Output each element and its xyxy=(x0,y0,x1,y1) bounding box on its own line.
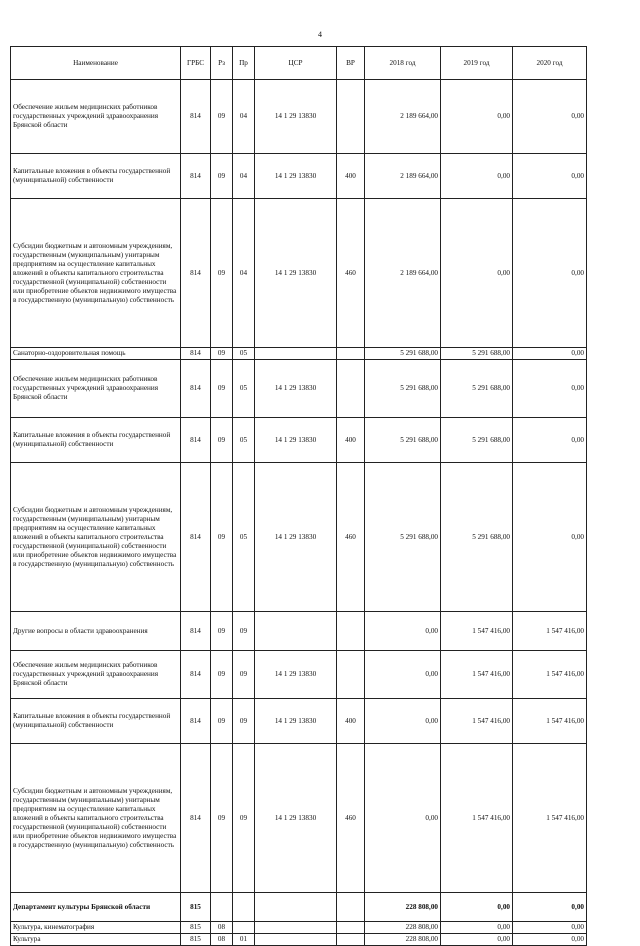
cell-y2020: 0,00 xyxy=(513,934,587,946)
table-row xyxy=(11,418,587,463)
cell-grbs: 814 xyxy=(181,80,211,154)
cell-rz: 09 xyxy=(211,418,233,463)
cell-csr: 14 1 29 13830 xyxy=(255,360,337,418)
cell-csr: 14 1 29 13830 xyxy=(255,418,337,463)
table-row xyxy=(11,348,587,360)
cell-vr: 460 xyxy=(337,463,365,612)
cell-y2018: 0,00 xyxy=(365,651,441,699)
cell-grbs: 814 xyxy=(181,612,211,651)
cell-vr: 460 xyxy=(337,744,365,893)
cell-y2019: 5 291 688,00 xyxy=(441,418,513,463)
cell-pr: 05 xyxy=(233,418,255,463)
cell-name: Другие вопросы в области здравоохранения xyxy=(11,612,181,651)
cell-csr: 14 1 29 13830 xyxy=(255,154,337,199)
cell-rz: 09 xyxy=(211,612,233,651)
cell-vr xyxy=(337,80,365,154)
cell-csr: 14 1 29 13830 xyxy=(255,699,337,744)
cell-name: Субсидии бюджетным и автономным учреждениям, государственным (мукиципальным) унитарным предприятиям на осуществление капитальных вложений в объекты капитального строительства государственной (муниципальной) собственности или приобретение объектов недвижимого имущества в государственную (муниципальную) собственность xyxy=(11,199,181,348)
cell-rz: 08 xyxy=(211,934,233,946)
table-row xyxy=(11,699,587,744)
cell-y2018: 0,00 xyxy=(365,744,441,893)
cell-name: Субсидии бюджетным и автономным учреждениям, государственным (муниципальным) унитарным предприятиям на осуществление капитальных вложений в объекты капитального строительства государственной (муниципальной) собственности или приобретение объектов недвижимого имущества в государственную (муниципальную) собственность xyxy=(11,463,181,612)
cell-y2019: 1 547 416,00 xyxy=(441,612,513,651)
cell-rz: 09 xyxy=(211,463,233,612)
col-header-vr: ВР xyxy=(337,47,365,80)
cell-grbs: 815 xyxy=(181,893,211,922)
table-row xyxy=(11,463,587,612)
cell-grbs: 814 xyxy=(181,418,211,463)
cell-csr: 14 1 29 13830 xyxy=(255,744,337,893)
cell-pr: 04 xyxy=(233,154,255,199)
cell-y2020: 0,00 xyxy=(513,154,587,199)
table-row xyxy=(11,360,587,418)
col-header-pr: Пр xyxy=(233,47,255,80)
cell-y2019: 0,00 xyxy=(441,922,513,934)
cell-vr: 460 xyxy=(337,199,365,348)
cell-y2020: 0,00 xyxy=(513,418,587,463)
cell-csr xyxy=(255,922,337,934)
cell-csr xyxy=(255,893,337,922)
cell-vr xyxy=(337,612,365,651)
cell-csr xyxy=(255,348,337,360)
cell-csr: 14 1 29 13830 xyxy=(255,80,337,154)
cell-name: Субсидии бюджетным и автономным учреждениям, государственным (муниципальным) унитарным предприятиям на осуществление капитальных вложений в объекты капитального строительства государственной (муниципальной) собственности или приобретение объектов недвижимого имущества в государственную (муниципальную) собственность xyxy=(11,744,181,893)
cell-y2018: 5 291 688,00 xyxy=(365,418,441,463)
cell-name: Санаторно-оздоровительная помощь xyxy=(11,348,181,360)
cell-pr: 05 xyxy=(233,463,255,612)
cell-y2020: 0,00 xyxy=(513,199,587,348)
cell-vr: 400 xyxy=(337,154,365,199)
cell-csr xyxy=(255,612,337,651)
cell-y2020: 0,00 xyxy=(513,80,587,154)
cell-name: Обеспечение жильем медицинских работников государственных учреждений здравоохранения Брянской области xyxy=(11,360,181,418)
cell-pr: 01 xyxy=(233,934,255,946)
cell-y2020: 0,00 xyxy=(513,893,587,922)
cell-y2020: 0,00 xyxy=(513,922,587,934)
col-header-rz: Рз xyxy=(211,47,233,80)
cell-grbs: 814 xyxy=(181,463,211,612)
cell-rz: 08 xyxy=(211,922,233,934)
cell-y2018: 2 189 664,00 xyxy=(365,80,441,154)
table-row xyxy=(11,922,587,934)
table-row xyxy=(11,199,587,348)
cell-vr xyxy=(337,348,365,360)
table-row xyxy=(11,154,587,199)
cell-y2020: 0,00 xyxy=(513,463,587,612)
cell-rz: 09 xyxy=(211,651,233,699)
cell-name: Культура, кинематография xyxy=(11,922,181,934)
cell-pr: 04 xyxy=(233,199,255,348)
cell-vr: 400 xyxy=(337,699,365,744)
col-header-name: Наименование xyxy=(11,47,181,80)
cell-grbs: 814 xyxy=(181,199,211,348)
cell-name: Капитальные вложения в объекты государственной (муниципальной) собственности xyxy=(11,418,181,463)
cell-y2019: 5 291 688,00 xyxy=(441,348,513,360)
cell-y2018: 5 291 688,00 xyxy=(365,463,441,612)
cell-name: Культура xyxy=(11,934,181,946)
cell-pr: 09 xyxy=(233,651,255,699)
cell-name: Департамент культуры Брянской области xyxy=(11,893,181,922)
cell-y2018: 5 291 688,00 xyxy=(365,348,441,360)
cell-vr: 400 xyxy=(337,418,365,463)
cell-vr xyxy=(337,893,365,922)
cell-y2020: 1 547 416,00 xyxy=(513,651,587,699)
cell-name: Капитальные вложения в объекты государственной (муниципальной) собственности xyxy=(11,699,181,744)
cell-y2019: 5 291 688,00 xyxy=(441,360,513,418)
cell-grbs: 814 xyxy=(181,360,211,418)
cell-y2020: 1 547 416,00 xyxy=(513,612,587,651)
cell-y2019: 0,00 xyxy=(441,80,513,154)
cell-rz xyxy=(211,893,233,922)
cell-y2019: 0,00 xyxy=(441,199,513,348)
cell-grbs: 814 xyxy=(181,154,211,199)
cell-y2019: 1 547 416,00 xyxy=(441,744,513,893)
cell-pr: 05 xyxy=(233,348,255,360)
cell-rz: 09 xyxy=(211,348,233,360)
cell-csr xyxy=(255,934,337,946)
cell-grbs: 814 xyxy=(181,744,211,893)
col-header-csr: ЦСР xyxy=(255,47,337,80)
cell-y2020: 1 547 416,00 xyxy=(513,699,587,744)
cell-y2018: 0,00 xyxy=(365,699,441,744)
cell-pr: 09 xyxy=(233,699,255,744)
cell-pr: 04 xyxy=(233,80,255,154)
cell-grbs: 815 xyxy=(181,922,211,934)
cell-vr xyxy=(337,934,365,946)
cell-y2019: 0,00 xyxy=(441,893,513,922)
cell-vr xyxy=(337,922,365,934)
cell-y2018: 5 291 688,00 xyxy=(365,360,441,418)
cell-name: Обеспечение жильем медицинских работников государственных учреждений здравоохранения Брянской области xyxy=(11,80,181,154)
col-header-2020: 2020 год xyxy=(513,47,587,80)
col-header-2019: 2019 год xyxy=(441,47,513,80)
table-row xyxy=(11,893,587,922)
table-row xyxy=(11,80,587,154)
cell-y2018: 228 808,00 xyxy=(365,934,441,946)
cell-pr: 09 xyxy=(233,612,255,651)
cell-grbs: 815 xyxy=(181,934,211,946)
cell-y2020: 0,00 xyxy=(513,360,587,418)
col-header-2018: 2018 год xyxy=(365,47,441,80)
cell-pr: 09 xyxy=(233,744,255,893)
cell-y2019: 0,00 xyxy=(441,154,513,199)
page-number: 4 xyxy=(318,30,322,39)
cell-pr xyxy=(233,922,255,934)
cell-y2019: 0,00 xyxy=(441,934,513,946)
cell-rz: 09 xyxy=(211,199,233,348)
cell-y2019: 5 291 688,00 xyxy=(441,463,513,612)
cell-csr: 14 1 29 13830 xyxy=(255,651,337,699)
cell-y2020: 1 547 416,00 xyxy=(513,744,587,893)
cell-y2019: 1 547 416,00 xyxy=(441,699,513,744)
cell-rz: 09 xyxy=(211,744,233,893)
cell-y2020: 0,00 xyxy=(513,348,587,360)
cell-y2018: 228 808,00 xyxy=(365,893,441,922)
table-row xyxy=(11,934,587,946)
cell-pr xyxy=(233,893,255,922)
cell-y2018: 0,00 xyxy=(365,612,441,651)
cell-name: Обеспечение жильем медицинских работников государственных учреждений здравоохранения Брянской области xyxy=(11,651,181,699)
col-header-grbs: ГРБС xyxy=(181,47,211,80)
cell-grbs: 814 xyxy=(181,348,211,360)
cell-y2018: 228 808,00 xyxy=(365,922,441,934)
cell-csr: 14 1 29 13830 xyxy=(255,463,337,612)
cell-vr xyxy=(337,360,365,418)
header-row xyxy=(11,47,587,80)
cell-vr xyxy=(337,651,365,699)
cell-rz: 09 xyxy=(211,699,233,744)
table-row xyxy=(11,612,587,651)
table-row xyxy=(11,744,587,893)
cell-rz: 09 xyxy=(211,80,233,154)
cell-y2018: 2 189 664,00 xyxy=(365,154,441,199)
cell-rz: 09 xyxy=(211,360,233,418)
cell-pr: 05 xyxy=(233,360,255,418)
budget-table xyxy=(10,46,587,946)
cell-grbs: 814 xyxy=(181,699,211,744)
cell-y2019: 1 547 416,00 xyxy=(441,651,513,699)
cell-csr: 14 1 29 13830 xyxy=(255,199,337,348)
table-row xyxy=(11,651,587,699)
cell-grbs: 814 xyxy=(181,651,211,699)
cell-rz: 09 xyxy=(211,154,233,199)
cell-y2018: 2 189 664,00 xyxy=(365,199,441,348)
cell-name: Капитальные вложения в объекты государственной (муниципальной) собственности xyxy=(11,154,181,199)
